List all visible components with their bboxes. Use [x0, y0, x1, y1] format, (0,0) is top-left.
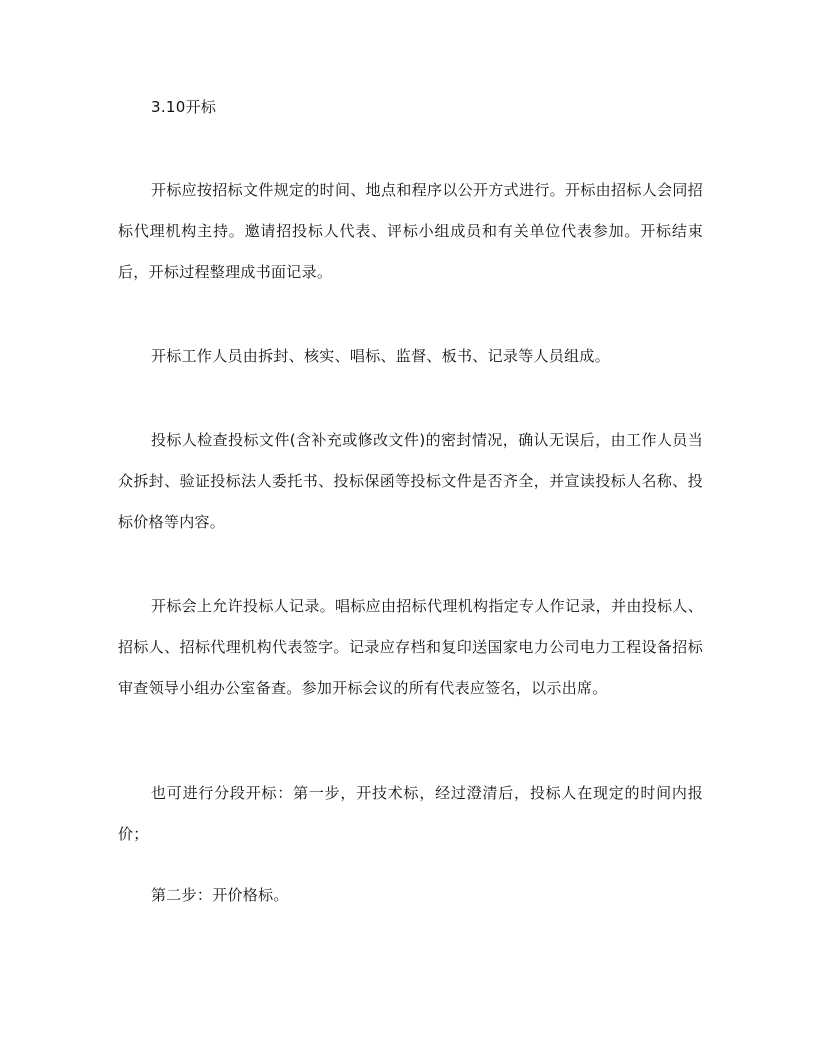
- paragraph-staged-opening: 也可进行分段开标：第一步，开技术标，经过澄清后，投标人在现定的时间内报价；: [118, 784, 703, 843]
- paragraph-opening-staff: 开标工作人员由拆封、核实、唱标、监督、板书、记录等人员组成。: [151, 347, 611, 365]
- paragraph-opening-procedure: 开标应按招标文件规定的时间、地点和程序以公开方式进行。开标由招标人会同招标代理机构主持。邀请招投标人代表、评标小组成员和有关单位代表参加。开标结束后，开标过程整理成书面记录。: [118, 181, 703, 281]
- paragraph-records: 开标会上允许投标人记录。唱标应由招标代理机构指定专人作记录，并由投标人、招标人、招标代理机构代表签字。记录应存档和复印送国家电力公司电力工程设备招标审查领导小组办公室备查。参加开标会议的所有代表应签名，以示出席。: [118, 597, 703, 697]
- paragraph-seal-check: 投标人检查投标文件(含补充或修改文件)的密封情况，确认无误后，由工作人员当众拆封、验证投标法人委托书、投标保函等投标文件是否齐全，并宣读投标人名称、投标价格等内容。: [118, 431, 703, 531]
- section-heading: 3.10开标: [151, 98, 217, 116]
- paragraph-price-bid: 第二步：开价格标。: [151, 886, 289, 904]
